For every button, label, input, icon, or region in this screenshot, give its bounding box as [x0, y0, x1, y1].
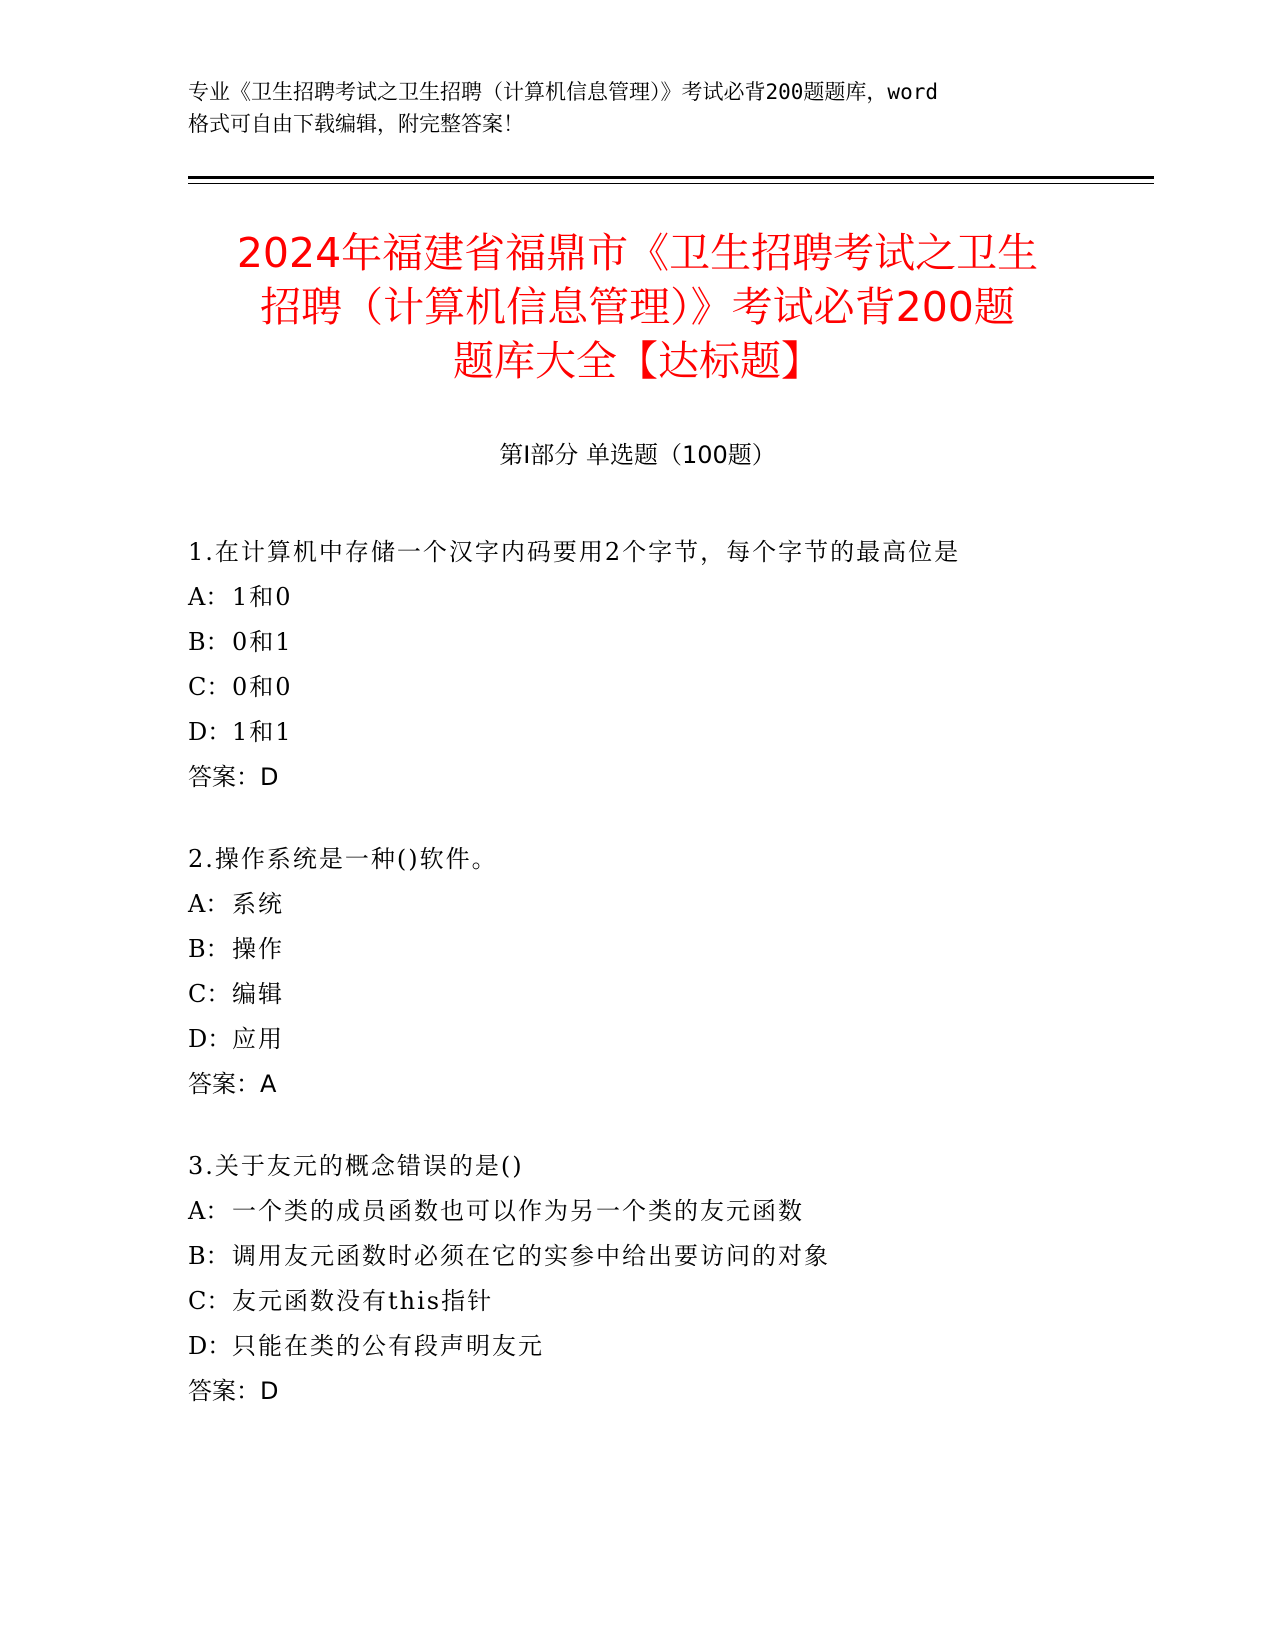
question-3: [188, 1144, 1148, 1414]
option-letter: C：: [188, 980, 231, 1008]
option-text: 1和0: [232, 583, 293, 611]
question-2: [188, 837, 1148, 1107]
section-heading: 第Ⅰ部分 单选题（100题）: [499, 441, 776, 469]
option-b: [188, 620, 1148, 665]
option-a: [188, 575, 1148, 620]
option-text: 1和1: [232, 718, 293, 746]
option-letter: B：: [188, 935, 230, 963]
option-letter: D：: [188, 1025, 232, 1053]
option-letter: B：: [188, 1242, 230, 1270]
option-letter: D：: [188, 718, 232, 746]
option-d: [188, 710, 1148, 755]
question-answer: 答案：A: [188, 1070, 277, 1098]
option-d: [188, 1017, 1148, 1062]
question-answer: 答案：D: [188, 1377, 279, 1405]
option-letter: C：: [188, 1287, 231, 1315]
option-d: [188, 1324, 1148, 1369]
option-letter: D：: [188, 1332, 232, 1360]
option-text: 编辑: [232, 980, 284, 1008]
question-answer: 答案：D: [188, 763, 279, 791]
option-text: 调用友元函数时必须在它的实参中给出要访问的对象: [232, 1242, 830, 1270]
option-text: 0和0: [232, 673, 293, 701]
header-rule-thin: [188, 183, 1154, 184]
option-c: [188, 1279, 1148, 1324]
question-list: [188, 530, 1148, 1451]
option-letter: B：: [188, 628, 230, 656]
document-title: [160, 226, 1115, 388]
document-title-line-3: 题库大全【达标题】: [453, 337, 822, 385]
option-b: [188, 927, 1148, 972]
option-text: 0和1: [232, 628, 293, 656]
option-c: [188, 972, 1148, 1017]
header-note-line-1: 专业《卫生招聘考试之卫生招聘（计算机信息管理）》考试必背200题题库，word: [188, 80, 938, 104]
option-letter: C：: [188, 673, 231, 701]
header-note: [188, 76, 1088, 140]
option-text: 只能在类的公有段声明友元: [232, 1332, 544, 1360]
question-1: [188, 530, 1148, 800]
option-letter: A：: [188, 583, 230, 611]
option-letter: A：: [188, 1197, 230, 1225]
option-a: [188, 882, 1148, 927]
option-text: 应用: [232, 1025, 284, 1053]
option-b: [188, 1234, 1148, 1279]
option-text: 友元函数没有this指针: [232, 1287, 494, 1315]
question-stem: 1.在计算机中存储一个汉字内码要用2个字节，每个字节的最高位是: [188, 538, 961, 566]
option-text: 操作: [232, 935, 284, 963]
option-text: 一个类的成员函数也可以作为另一个类的友元函数: [232, 1197, 804, 1225]
option-text: 系统: [232, 890, 284, 918]
question-stem: 2.操作系统是一种()软件。: [188, 845, 498, 873]
option-letter: A：: [188, 890, 230, 918]
document-title-line-2: 招聘（计算机信息管理）》考试必背200题: [260, 283, 1015, 331]
option-c: [188, 665, 1148, 710]
option-a: [188, 1189, 1148, 1234]
document-title-line-1: 2024年福建省福鼎市《卫生招聘考试之卫生: [236, 229, 1039, 277]
question-stem: 3.关于友元的概念错误的是(): [188, 1152, 524, 1180]
header-note-line-2: 格式可自由下载编辑，附完整答案！: [188, 112, 524, 136]
header-rule-thick: [188, 176, 1154, 179]
